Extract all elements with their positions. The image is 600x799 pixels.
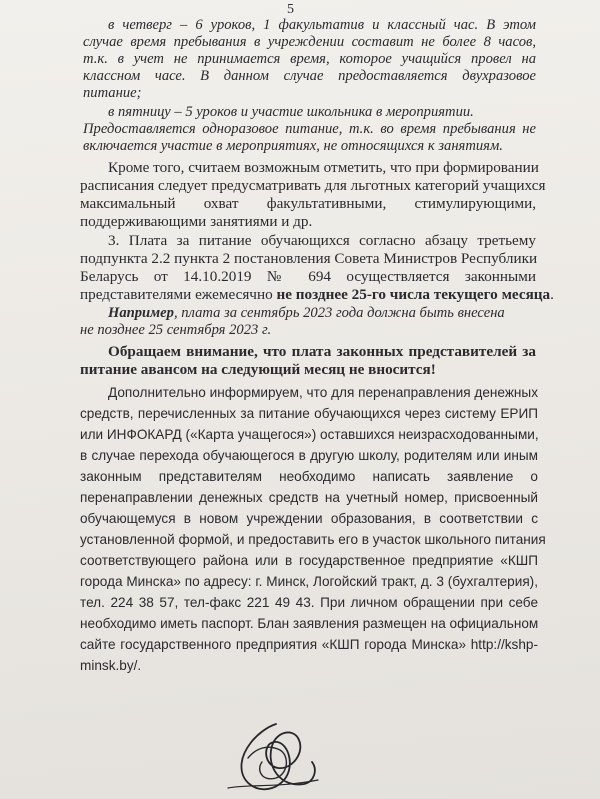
schedule-line-3: максимальный охват факультативными, стимулирующими, bbox=[80, 195, 536, 212]
thursday-line-3: т.к. в учет не принимается время, которое учащийся провел на bbox=[83, 51, 536, 67]
refund-line-12: необходимо иметь паспорт. Блан заявления размещен на официальном bbox=[80, 616, 539, 631]
refund-line-10: города Минска» по адресу: г. Минск, Логойский тракт, д. 3 (бухгалтерия), bbox=[80, 574, 538, 589]
example-line-2: не позднее 25 сентября 2023 г. bbox=[80, 322, 272, 338]
page-number: 5 bbox=[287, 2, 294, 17]
payment-line-1: 3. Плата за питание обучающихся согласно абзацу третьему bbox=[108, 232, 536, 249]
refund-line-7: обучающемуся в новом учреждении образования, в соответствии с bbox=[80, 511, 538, 526]
friday-line-1: в пятницу – 5 уроков и участие школьника в мероприятии. bbox=[108, 104, 474, 120]
refund-line-3: или ИНФОКАРД («Карта учащегося») оставшихся неизрасходованными, bbox=[80, 427, 539, 442]
attention-line-2: питание авансом на следующий месяц не вносится! bbox=[80, 361, 436, 378]
thursday-line-4: классном часе. В данном случае предоставляется двухразовое bbox=[83, 68, 536, 84]
payment-line-2: подпункта 2.2 пункта 2 постановления Совета Министров Республики bbox=[80, 250, 538, 267]
refund-line-11: тел. 224 38 57, тел-факс 221 49 43. При личном обращении при себе bbox=[80, 595, 538, 610]
payment-line-4-end: . bbox=[550, 286, 554, 303]
friday-line-3: включается участие в мероприятиях, не относящихся к занятиям. bbox=[83, 138, 503, 154]
refund-line-9: соответствующего района или в государственное предприятие «КШП bbox=[80, 553, 538, 568]
friday-line-2: Предоставляется одноразовое питание, т.к. во время пребывания не bbox=[83, 121, 536, 137]
refund-line-8: установленной формой, и предоставить его в участок школьного питания bbox=[80, 532, 546, 547]
refund-line-4: в случае перехода обучающегося в другую школу, родителям или иным bbox=[80, 448, 538, 463]
refund-line-5: законным представителям необходимо написать заявление о bbox=[80, 469, 538, 484]
thursday-line-5: питание; bbox=[83, 85, 142, 101]
schedule-line-4: поддерживающими занятиями и др. bbox=[80, 213, 313, 230]
refund-line-1: Дополнительно информируем, что для перенаправления денежных bbox=[108, 385, 538, 400]
payment-deadline: не позднее 25-го числа текущего месяца bbox=[276, 286, 551, 303]
schedule-line-1: Кроме того, считаем возможным отметить, что при формировании bbox=[108, 159, 539, 176]
payment-line-4-text: представителями ежемесячно bbox=[80, 286, 277, 303]
example-label: Например bbox=[108, 305, 174, 321]
schedule-line-2: расписания следует предусматривать для льготных категорий учащихся bbox=[80, 177, 546, 194]
thursday-line-1: в четверг – 6 уроков, 1 факультатив и классный час. В этом bbox=[108, 17, 536, 33]
refund-line-13: сайте государственного предприятия «КШП города Минска» http://kshp- bbox=[80, 637, 538, 652]
payment-line-3: Беларусь от 14.10.2019 № 694 осуществляется законными bbox=[80, 268, 536, 285]
refund-line-6: перенаправлении денежных средств на учетный номер, присвоенный bbox=[80, 490, 538, 505]
refund-line-14: minsk.by/. bbox=[80, 658, 142, 673]
signature-scribble bbox=[218, 718, 328, 799]
example-text: , плата за сентябрь 2023 года должна быть внесена bbox=[173, 305, 505, 321]
attention-line-1: Обращаем внимание, что плата законных представителей за bbox=[108, 343, 536, 360]
thursday-line-2: случае время пребывания в учреждении составит не более 8 часов, bbox=[83, 34, 536, 50]
refund-line-2: средств, перечисленных за питание обучающихся через систему ЕРИП bbox=[80, 406, 538, 421]
